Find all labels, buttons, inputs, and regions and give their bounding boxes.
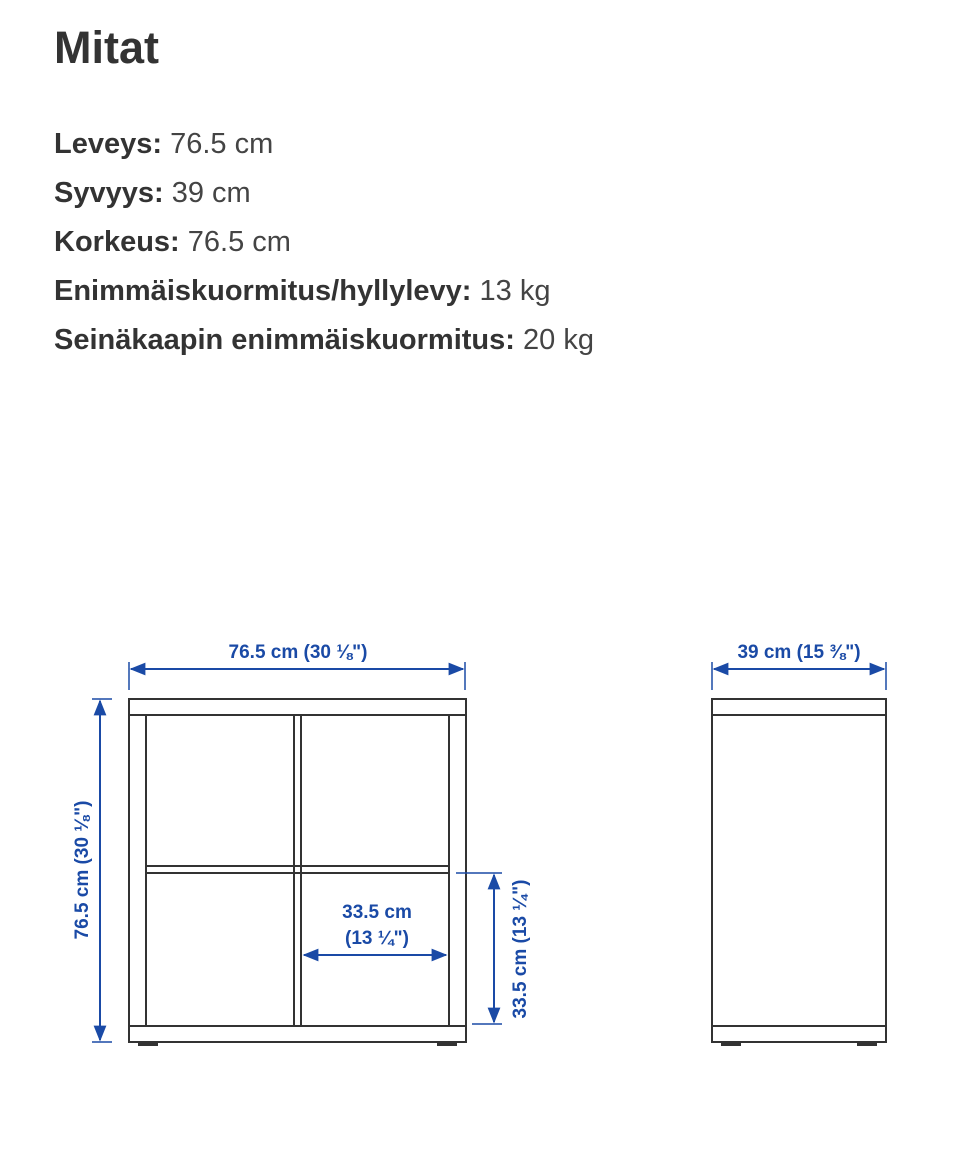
bottom-panel bbox=[129, 1026, 466, 1042]
spec-label: Korkeus: bbox=[54, 226, 180, 258]
compartment-width-label-line2: (13 ¼") bbox=[345, 928, 409, 949]
compartment-height-label: 33.5 cm (13 ¼") bbox=[510, 879, 531, 1019]
right-side-panel bbox=[449, 715, 466, 1026]
spec-label: Seinäkaapin enimmäiskuormitus: bbox=[54, 324, 515, 356]
compartment-width-label-line1: 33.5 cm bbox=[342, 902, 412, 923]
side-left-foot bbox=[722, 1042, 740, 1045]
spec-value: 76.5 cm bbox=[187, 226, 291, 258]
right-foot bbox=[438, 1042, 456, 1045]
left-side-panel bbox=[129, 715, 146, 1026]
side-depth-dimension bbox=[712, 642, 886, 690]
spec-label: Leveys: bbox=[54, 128, 163, 160]
front-width-label: 76.5 cm (30 ⅛") bbox=[228, 642, 368, 663]
side-depth-label: 39 cm (15 ⅜") bbox=[737, 642, 861, 663]
compartment-width-dimension bbox=[304, 902, 446, 955]
spec-depth bbox=[54, 169, 594, 218]
top-panel bbox=[129, 699, 466, 715]
spec-width bbox=[54, 120, 594, 169]
spec-value: 13 kg bbox=[479, 275, 551, 307]
compartment-height-dimension bbox=[456, 873, 531, 1024]
spec-max-load-wall-cabinet bbox=[54, 316, 594, 365]
side-bottom-panel bbox=[712, 1026, 886, 1042]
spec-value: 20 kg bbox=[523, 324, 594, 356]
spec-list bbox=[54, 120, 594, 365]
spec-height bbox=[54, 218, 594, 267]
front-height-dimension bbox=[72, 699, 112, 1042]
front-view bbox=[129, 699, 466, 1045]
spec-value: 39 cm bbox=[171, 177, 251, 209]
side-body bbox=[712, 715, 886, 1026]
middle-shelf bbox=[146, 866, 449, 873]
middle-divider bbox=[294, 715, 301, 1026]
spec-label: Syvyys: bbox=[54, 177, 164, 209]
left-foot bbox=[139, 1042, 157, 1045]
side-top-panel bbox=[712, 699, 886, 715]
spec-max-load-shelf bbox=[54, 267, 594, 316]
side-right-foot bbox=[858, 1042, 876, 1045]
spec-label: Enimmäiskuormitus/hyllylevy: bbox=[54, 275, 472, 307]
front-width-dimension bbox=[129, 642, 465, 690]
spec-value: 76.5 cm bbox=[170, 128, 274, 160]
page-title: Mitat bbox=[54, 22, 159, 73]
side-view bbox=[712, 699, 886, 1045]
front-height-label: 76.5 cm (30 ⅛") bbox=[72, 800, 93, 940]
dimension-drawing bbox=[0, 600, 960, 1070]
